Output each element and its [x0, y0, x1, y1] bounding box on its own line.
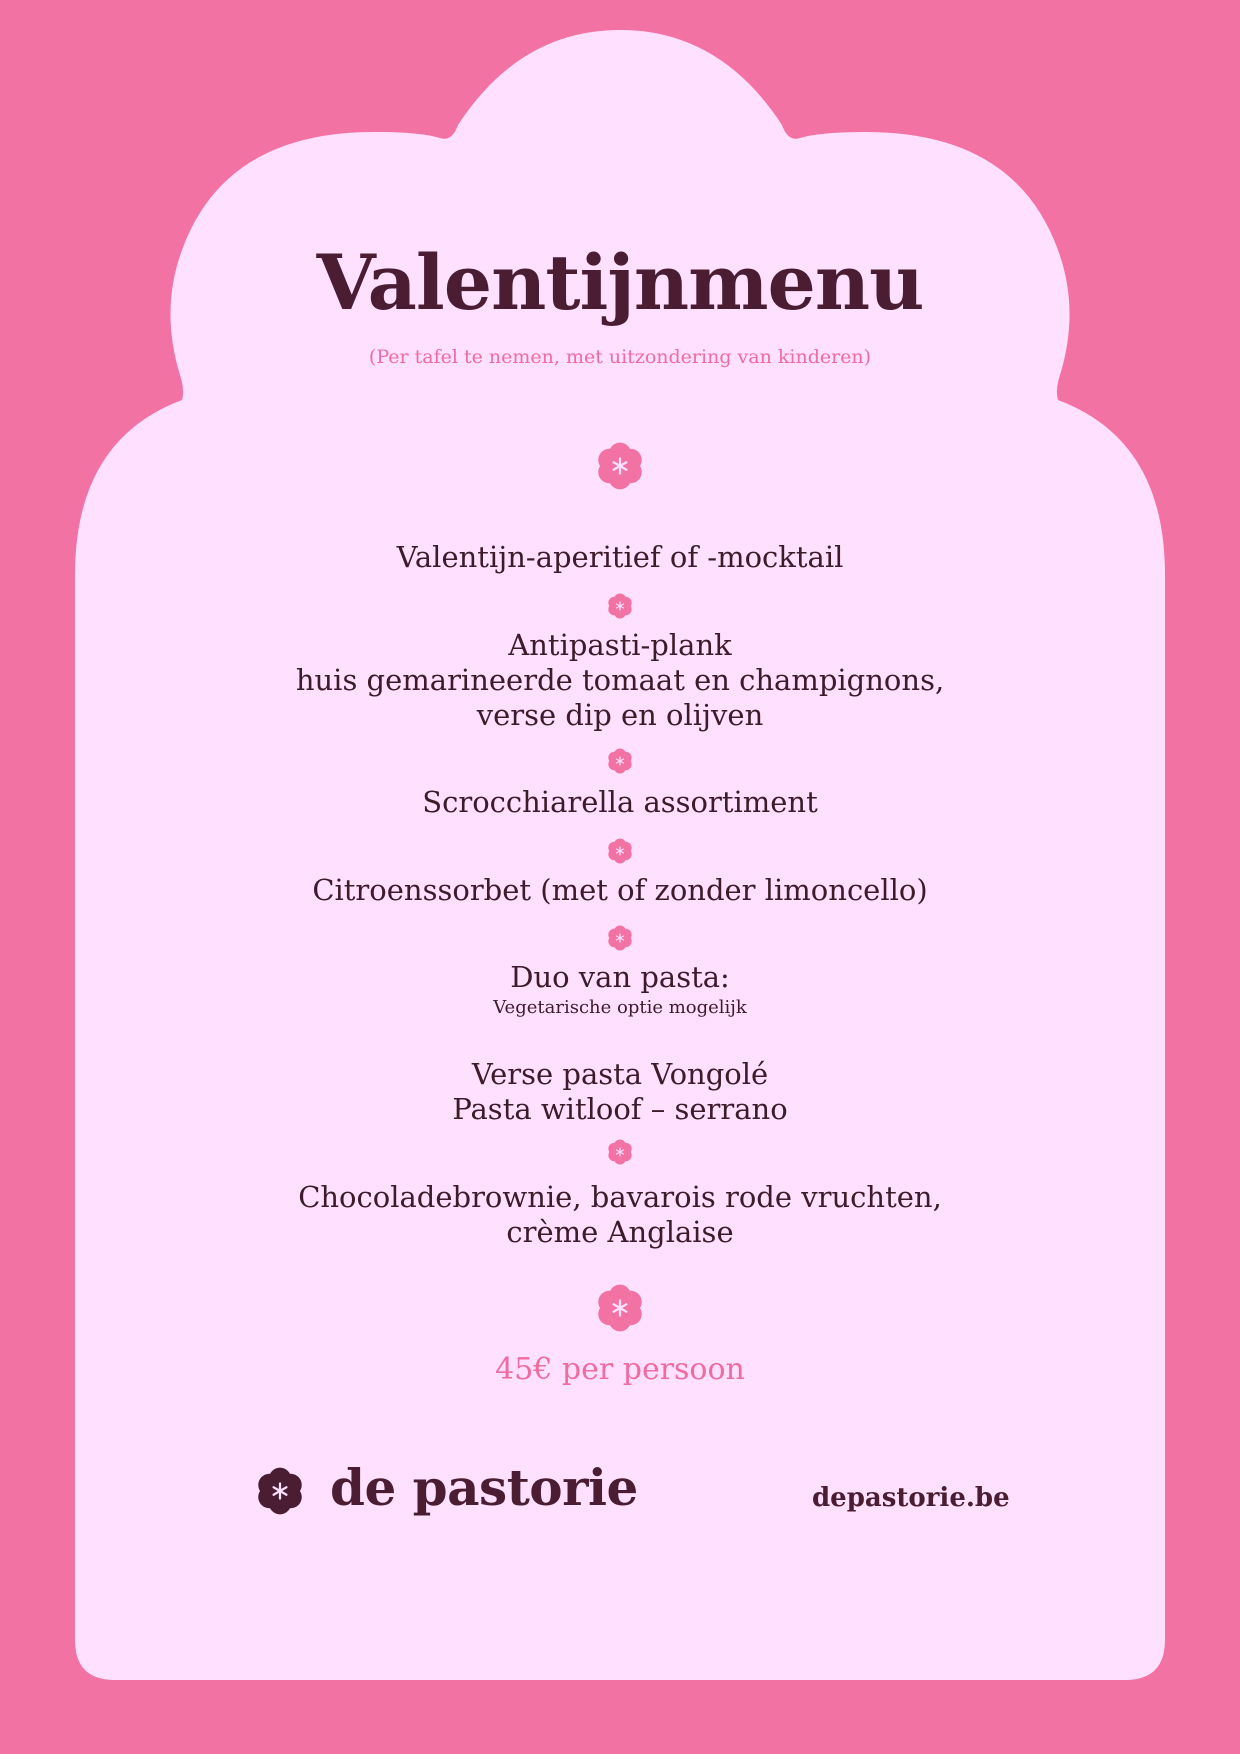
- course-line: Duo van pasta:: [510, 960, 730, 994]
- course-line: Verse pasta Vongolé: [471, 1057, 769, 1091]
- menu-subtitle: (Per tafel te nemen, met uitzondering van kinderen): [368, 346, 872, 368]
- course-note: Vegetarische optie mogelijk: [493, 997, 747, 1018]
- course-line: Valentijn-aperitief of -mocktail: [396, 540, 844, 574]
- course-aperitief: [0, 540, 1240, 575]
- course-pasta-options: [0, 1057, 1240, 1127]
- course-line: huis gemarineerde tomaat en champignons,: [295, 663, 945, 697]
- course-scrocchiarella: [0, 785, 1240, 820]
- course-line: Scrocchiarella assortiment: [422, 785, 818, 819]
- course-line: Antipasti-plank: [508, 628, 732, 662]
- course-line: verse dip en olijven: [476, 698, 764, 732]
- course-line: Chocoladebrownie, bavarois rode vruchten,: [298, 1180, 942, 1214]
- flower-icon: [605, 746, 635, 776]
- brand-name: de pastorie: [330, 1458, 638, 1517]
- flower-icon: [605, 1137, 635, 1167]
- website-link[interactable]: depastorie.be: [812, 1483, 1010, 1513]
- menu-price: 45€ per persoon: [495, 1352, 745, 1387]
- flower-icon: [605, 923, 635, 953]
- course-line: Citroenssorbet (met of zonder limoncello): [312, 873, 928, 907]
- flower-icon: [605, 836, 635, 866]
- course-antipasti: [0, 628, 1240, 733]
- course-dessert: [0, 1180, 1240, 1250]
- course-duo-pasta: [0, 960, 1240, 1021]
- course-line: crème Anglaise: [506, 1215, 734, 1249]
- course-sorbet: [0, 873, 1240, 908]
- flower-icon: [592, 438, 648, 494]
- flower-logo-icon: [252, 1463, 308, 1519]
- flower-icon: [605, 591, 635, 621]
- course-line: Pasta witloof – serrano: [452, 1092, 788, 1126]
- flower-icon: [592, 1280, 648, 1336]
- menu-title: Valentijnmenu: [316, 238, 924, 327]
